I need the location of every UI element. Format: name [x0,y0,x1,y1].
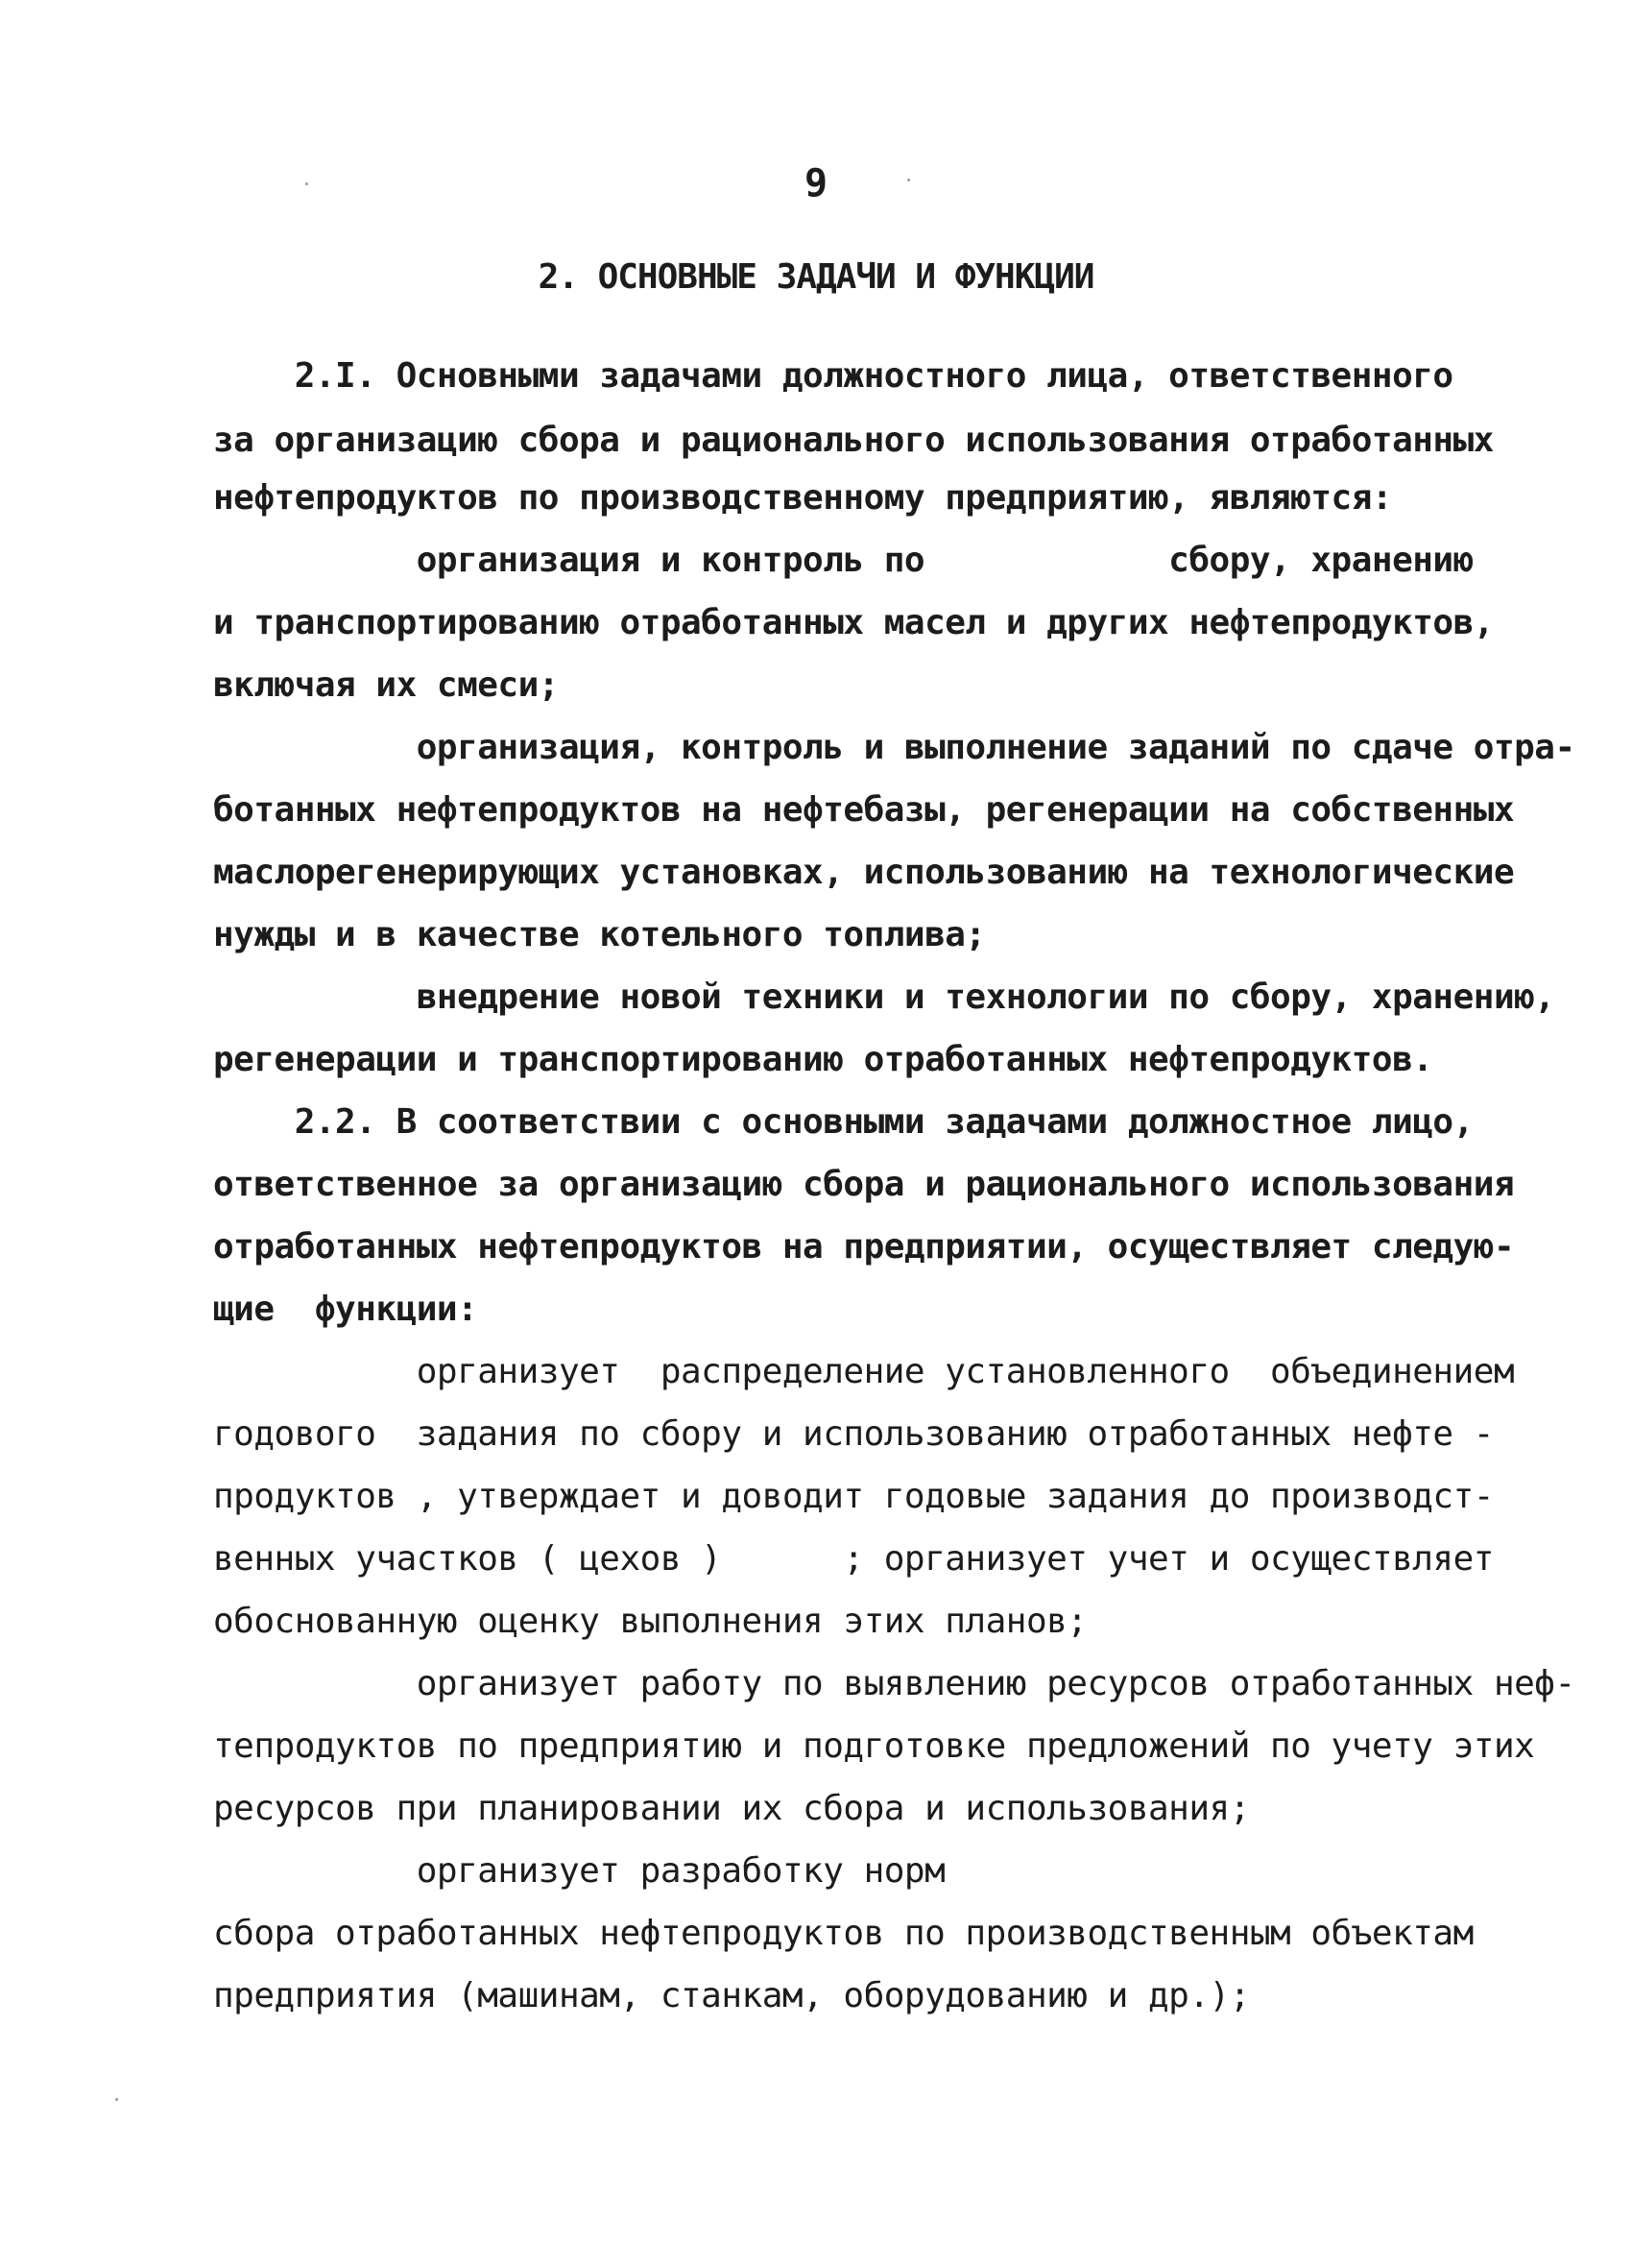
text-line: ботанных нефтепродуктов на нефтебазы, регенерации на собственных [213,790,1515,830]
page-number: 9 [804,161,828,205]
scan-speck [115,2098,118,2101]
scan-speck [907,179,910,181]
text-line: венных участков ( цехов ) ; организует учет и осуществляет [213,1539,1494,1579]
text-line: 2.2. В соответствии с основными задачами должностное лицо, [213,1102,1474,1142]
scan-speck [305,182,308,185]
text-line: сбора отработанных нефтепродуктов по производственным объектам [213,1914,1474,1953]
text-line: за организацию сбора и рационального использования отработанных [213,421,1494,460]
text-line: предприятия (машинам, станкам, оборудованию и др.); [213,1976,1250,2015]
text-line: регенерации и транспортированию отработанных нефтепродуктов. [213,1040,1433,1079]
text-line: нефтепродуктов по производственному предприятию, являются: [213,478,1393,518]
text-line: и транспортированию отработанных масел и других нефтепродуктов, [213,603,1494,642]
text-line: тепродуктов по предприятию и подготовке предложений по учету этих [213,1726,1535,1766]
text-line: щие функции: [213,1290,478,1329]
text-line: внедрение новой техники и технологии по сбору, хранению, [213,977,1555,1017]
text-line: организует работу по выявлению ресурсов отработанных неф- [213,1664,1575,1703]
text-line: 2.I. Основными задачами должностного лица, ответственного [213,356,1453,396]
text-line: организация и контроль по сбору, хранению [213,541,1474,580]
text-line: годового задания по сбору и использованию отработанных нефте - [213,1414,1494,1454]
text-line: маслорегенерирующих установках, использованию на технологические [213,853,1515,892]
text-line: организация, контроль и выполнение заданий по сдаче отра- [213,728,1575,767]
text-line: нужды и в качестве котельного топлива; [213,915,986,954]
text-line: обоснованную оценку выполнения этих планов; [213,1602,1088,1641]
text-line: отработанных нефтепродуктов на предприятии, осуществляет следую- [213,1227,1515,1267]
text-line: ответственное за организацию сбора и рационального использования [213,1165,1515,1204]
section-title: 2. ОСНОВНЫЕ ЗАДАЧИ И ФУНКЦИИ [538,257,1094,297]
text-line: организует разработку норм [213,1851,946,1891]
text-line: организует распределение установленного объединением [213,1352,1515,1391]
text-line: продуктов , утверждает и доводит годовые задания до производст- [213,1477,1494,1516]
text-line: включая их смеси; [213,665,559,705]
text-line: ресурсов при планировании их сбора и использования; [213,1789,1250,1828]
